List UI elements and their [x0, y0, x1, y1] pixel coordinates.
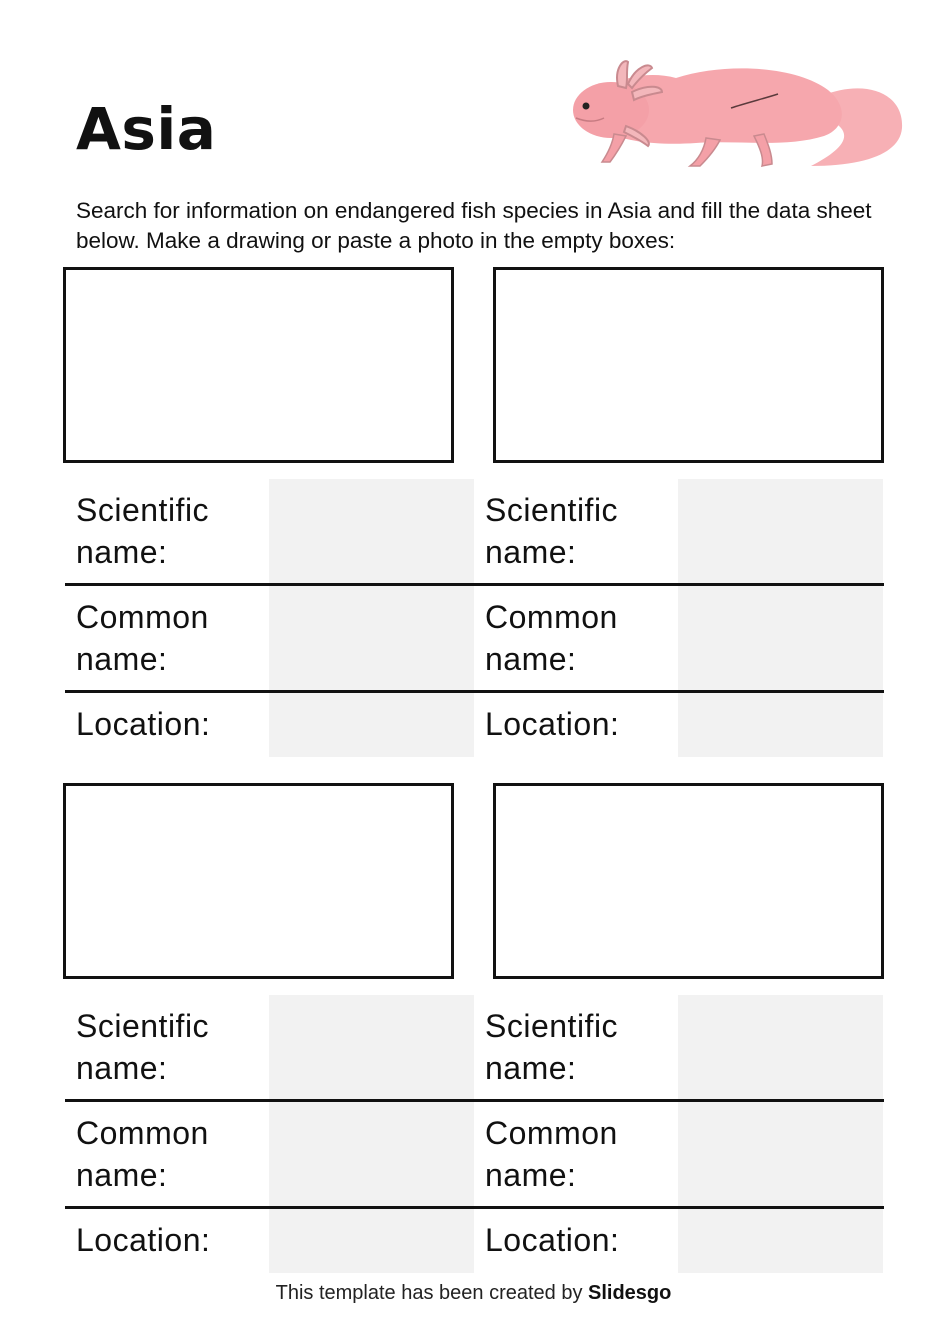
answer-fields[interactable]	[269, 479, 474, 757]
common-name-label: Common name:	[76, 1115, 209, 1193]
divider	[65, 1099, 884, 1102]
species-form-4	[474, 995, 883, 1273]
divider	[65, 690, 884, 693]
answer-fields[interactable]	[269, 995, 474, 1273]
divider	[65, 583, 884, 586]
data-sheet-top	[65, 479, 884, 757]
location-label: Location:	[76, 706, 211, 742]
footer-brand-link[interactable]: Slidesgo	[588, 1282, 672, 1304]
location-label: Location:	[485, 1222, 620, 1258]
photo-box-1[interactable]	[63, 267, 454, 463]
data-sheet-bottom	[65, 995, 884, 1273]
axolotl-illustration	[566, 48, 908, 178]
location-label: Location:	[76, 1222, 211, 1258]
divider	[65, 1206, 884, 1209]
species-form-2	[474, 479, 883, 757]
common-name-label: Common name:	[485, 1115, 618, 1193]
footer-text: This template has been created by	[275, 1282, 589, 1304]
species-form-3	[65, 995, 474, 1273]
photo-box-2[interactable]	[493, 267, 884, 463]
footer-credit	[0, 1282, 947, 1305]
scientific-name-label: Scientific name:	[485, 1008, 619, 1086]
photo-box-3[interactable]	[63, 783, 454, 979]
species-form-1	[65, 479, 474, 757]
scientific-name-label: Scientific name:	[76, 1008, 210, 1086]
photo-box-4[interactable]	[493, 783, 884, 979]
instructions-text: Search for information on endangered fish species in Asia and fill the data sheet below. Make a drawing or paste a photo in the empty boxes:	[76, 198, 872, 253]
location-label: Location:	[485, 706, 620, 742]
answer-fields[interactable]	[678, 479, 883, 757]
answer-fields[interactable]	[678, 995, 883, 1273]
page-title: Asia	[76, 95, 217, 163]
common-name-label: Common name:	[485, 599, 618, 677]
scientific-name-label: Scientific name:	[76, 492, 210, 570]
scientific-name-label: Scientific name:	[485, 492, 619, 570]
common-name-label: Common name:	[76, 599, 209, 677]
